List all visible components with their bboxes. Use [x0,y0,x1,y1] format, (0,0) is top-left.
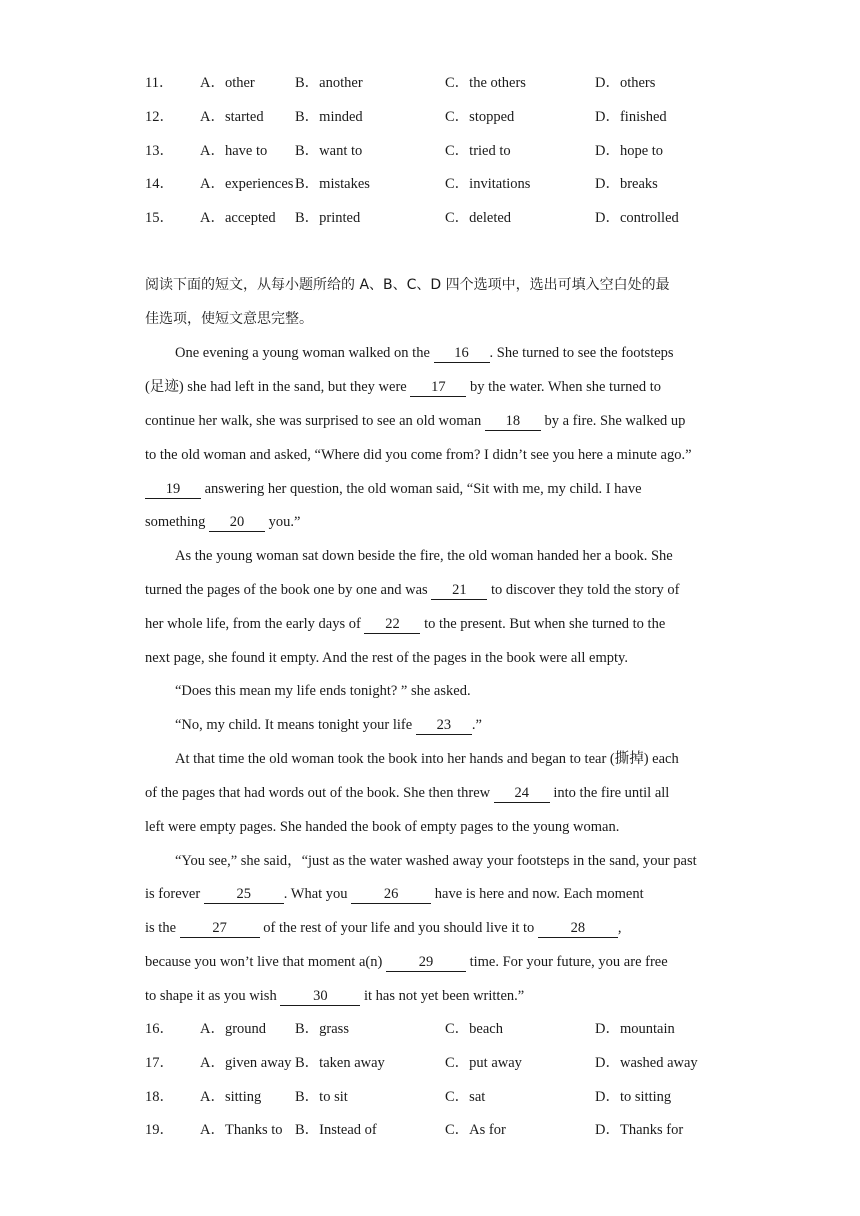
question-number: 11． [145,75,174,91]
passage-text: “No, my child. It means tonight your life [175,717,416,733]
passage-text: answering her question, the old woman said, “Sit with me, my child. I have [201,481,642,497]
blank-27: 27 [180,920,260,938]
passage-text: to shape it as you wish [145,988,281,1004]
question-13-options [145,140,745,162]
passage-line [145,510,725,534]
passage-text: of the rest of your life and you should live it to [259,920,538,936]
passage-line [145,882,725,906]
passage-line: As the young woman sat down beside the fire, the old woman handed her a book. She [175,548,673,564]
passage-line [145,984,725,1008]
question-number: 16． [145,1021,174,1037]
option-b: B．want to [295,143,363,159]
option-b: B．grass [295,1021,349,1037]
question-number: 12． [145,109,174,125]
option-a: A．Thanks to [200,1122,283,1138]
option-d: D．Thanks for [595,1122,684,1138]
passage-text: . She turned to see the footsteps [489,345,674,361]
passage-text: into the fire until all [549,785,670,801]
question-number: 19． [145,1122,174,1138]
passage-text: because you won’t live that moment a(n) [145,954,386,970]
passage-line: to the old woman and asked, “Where did you come from? I didn’t see you here a minute ago.” [145,447,692,463]
option-a: A．given away [200,1055,292,1071]
option-a: A．started [200,109,264,125]
passage-line: “You see,” she said，“just as the water washed away your footsteps in the sand, your past [175,853,697,869]
option-d: D．washed away [595,1055,698,1071]
passage-line [145,409,725,433]
option-d: D．mountain [595,1021,675,1037]
question-number: 18． [145,1089,174,1105]
question-number: 15． [145,210,174,226]
blank-19: 19 [145,481,201,499]
passage-text: it has not yet been written.” [360,988,525,1004]
passage-line: next page, she found it empty. And the rest of the pages in the book were all empty. [145,650,628,666]
option-a: A．have to [200,143,268,159]
blank-29: 29 [386,954,466,972]
option-c: C．stopped [445,109,515,125]
passage-text: of the pages that had words out of the book. She then threw [145,785,494,801]
question-15-options [145,207,745,229]
option-a: A．accepted [200,210,276,226]
option-a: A．other [200,75,255,91]
passage-text: have is here and now. Each moment [431,886,644,902]
question-11-options [145,72,745,94]
question-12-options [145,106,745,128]
question-17-options [145,1052,745,1074]
passage-text: her whole life, from the early days of [145,616,365,632]
blank-30: 30 [280,988,360,1006]
instruction-line-2: 佳选项，使短文意思完整。 [145,311,313,327]
option-a: A．ground [200,1021,267,1037]
option-c: C．beach [445,1021,503,1037]
option-c: C．tried to [445,143,511,159]
option-b: B．minded [295,109,363,125]
passage-line: At that time the old woman took the book into her hands and began to tear (撕掉) each [175,751,679,767]
passage-line [145,916,725,940]
passage-line [145,950,725,974]
blank-24: 24 [494,785,550,803]
passage-text: .” [471,717,482,733]
option-d: D．hope to [595,143,664,159]
blank-17: 17 [410,379,466,397]
passage-line [145,477,725,501]
option-b: B．taken away [295,1055,385,1071]
passage-text: by the water. When she turned to [466,379,661,395]
passage-line [145,612,725,636]
option-d: D．others [595,75,656,91]
option-d: D．to sitting [595,1089,672,1105]
option-d: D．breaks [595,176,658,192]
blank-16: 16 [434,345,490,363]
question-number: 13． [145,143,174,159]
question-19-options [145,1119,745,1141]
option-c: C．As for [445,1122,506,1138]
passage-line [145,375,725,399]
passage-text: One evening a young woman walked on the [175,345,434,361]
question-number: 17． [145,1055,174,1071]
passage-line [175,341,755,365]
passage-line: “Does this mean my life ends tonight? ” she asked. [175,683,471,699]
passage-line [145,578,725,602]
blank-26: 26 [351,886,431,904]
option-b: B．printed [295,210,361,226]
passage-text: is the [145,920,180,936]
option-c: C．put away [445,1055,522,1071]
passage-text: by a fire. She walked up [540,413,686,429]
blank-23: 23 [416,717,472,735]
option-b: B．another [295,75,363,91]
option-b: B．mistakes [295,176,370,192]
option-d: D．controlled [595,210,679,226]
passage-text: , [617,920,622,936]
question-16-options [145,1018,745,1040]
passage-text: you.” [265,514,301,530]
blank-21: 21 [431,582,487,600]
blank-20: 20 [209,514,265,532]
blank-18: 18 [485,413,541,431]
blank-22: 22 [364,616,420,634]
option-a: A．sitting [200,1089,262,1105]
option-d: D．finished [595,109,667,125]
passage-text: turned the pages of the book one by one and was [145,582,432,598]
question-number: 14． [145,176,174,192]
instruction-line-1: 阅读下面的短文，从每小题所给的 A、B、C、D 四个选项中，选出可填入空白处的最 [145,277,670,293]
option-c: C．the others [445,75,526,91]
passage-text: to discover they told the story of [487,582,680,598]
option-a: A．experiences [200,176,294,192]
passage-text: is forever [145,886,204,902]
passage-line [145,781,725,805]
passage-text: time. For your future, you are free [465,954,668,970]
question-18-options [145,1086,745,1108]
option-c: C．sat [445,1089,486,1105]
option-c: C．deleted [445,210,512,226]
option-c: C．invitations [445,176,531,192]
passage-text: (足迹) she had left in the sand, but they were [145,379,411,395]
passage-text: continue her walk, she was surprised to see an old woman [145,413,485,429]
passage-text: to the present. But when she turned to the [420,616,666,632]
blank-28: 28 [538,920,618,938]
blank-25: 25 [204,886,284,904]
passage-text: . What you [283,886,352,902]
passage-text: something [145,514,210,530]
passage-line: left were empty pages. She handed the book of empty pages to the young woman. [145,819,620,835]
option-b: B．to sit [295,1089,348,1105]
passage-line [175,713,755,737]
option-b: B．Instead of [295,1122,377,1138]
question-14-options [145,173,745,195]
